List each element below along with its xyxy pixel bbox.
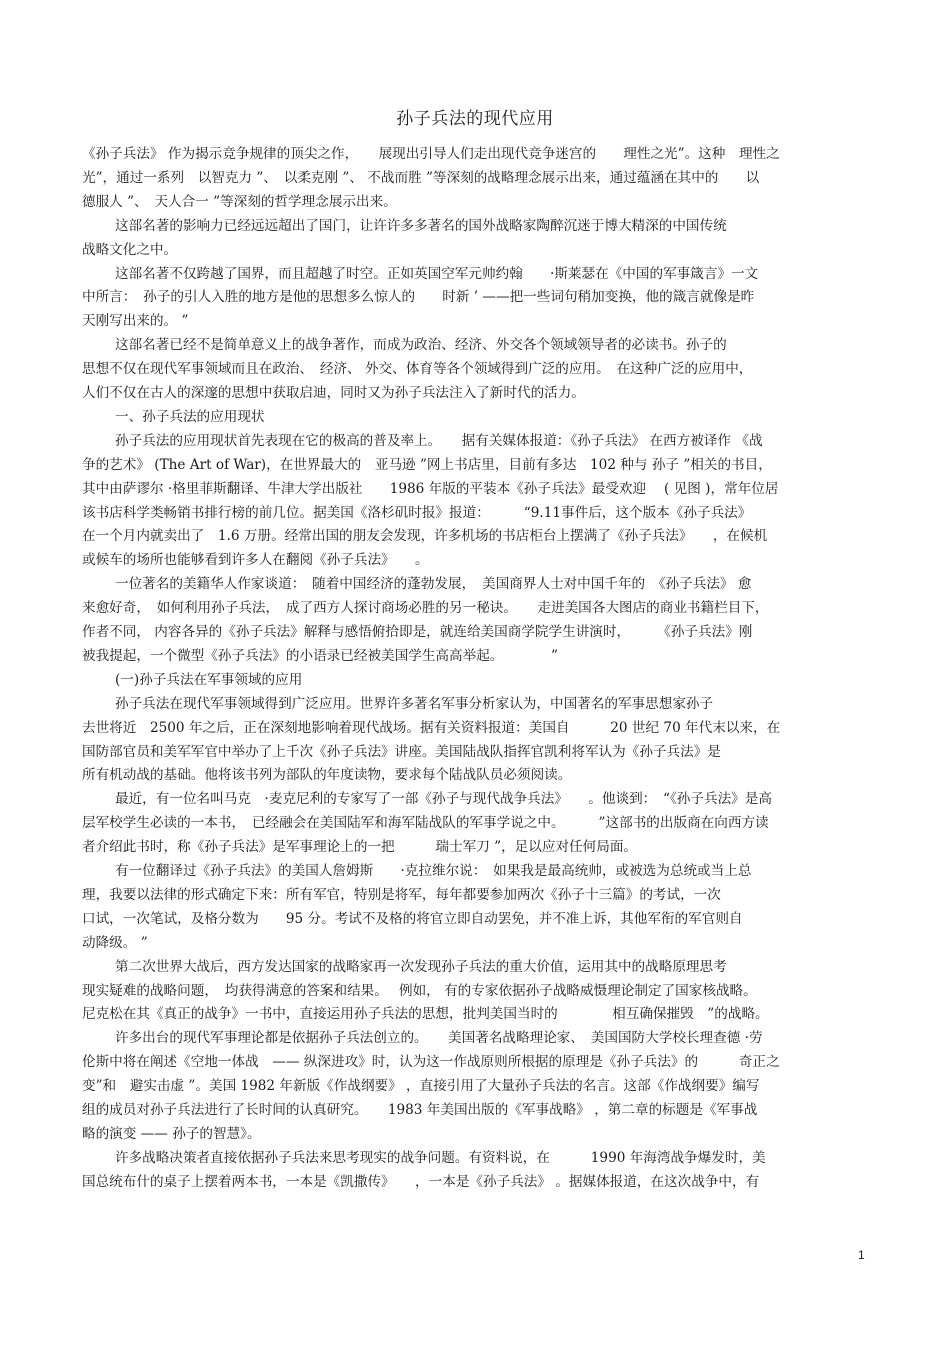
text-line: 第二次世界大战后，西方发达国家的战略家再一次发现孙子兵法的重大价值，运用其中的战略原理思考 [115, 958, 727, 975]
page-number: 1 [858, 1248, 865, 1262]
text-line: 争的艺术》 (The Art of War)，在世界最大的 亚马逊 ”网上书店里，目前有多达 102 种与 孙子 ”相关的书目， [82, 456, 772, 473]
text-line: (一)孙子兵法在军事领域的应用 [115, 671, 303, 688]
text-line: 人们不仅在古人的深邃的思想中获取启迪，同时又为孙子兵法注入了新时代的活力。 [82, 385, 585, 401]
text-line: 许多战略决策者直接依据孙子兵法来思考现实的战争问题。有资料说，在 1990 年海湾战争爆发时，美 [115, 1149, 766, 1166]
text-line: 思想不仅在现代军事领域而且在政治、 经济、 外交、体育等各个领域得到广泛的应用。 在这种广泛的应用中， [82, 361, 753, 378]
text-line: 层军校学生必读的一本书， 已经融会在美国陆军和海军陆战队的军事学说之中。 ”这部书的出版商在向西方读 [82, 815, 769, 832]
text-line: 天刚写出来的。 ” [82, 313, 189, 330]
document-title: 孙子兵法的现代应用 [396, 109, 554, 129]
text-line: 去世将近 2500 年之后，正在深刻地影响着现代战场。据有关资料报道：美国自 20 世纪 70 年代末以来，在 [82, 719, 781, 736]
text-line: 国总统布什的桌子上摆着两本书，一本是《凯撒传》 ，一本是《孙子兵法》 。据媒体报道，在这次战争中，有 [82, 1173, 760, 1190]
text-line: 其中由萨谬尔 ·格里菲斯翻译、牛津大学出版社 1986 年版的平装本《孙子兵法》最受欢迎 ( 见图 )，常年位居 [82, 480, 779, 497]
text-line: 孙子兵法在现代军事领域得到广泛应用。世界许多著名军事分析家认为，中国著名的军事思想家孙子 [115, 695, 714, 712]
text-line: 略的演变 —— 孙子的智慧》。 [82, 1125, 261, 1142]
text-line: 伦斯中将在阐述《空地一体战 —— 纵深进攻》时，认为这一作战原则所根据的原理是《孙子兵法》的 奇正之 [82, 1054, 780, 1071]
text-line: 一位著名的美籍华人作家谈道： 随着中国经济的蓬勃发展， 美国商界人士对中国千年的 《孙子兵法》 愈 [115, 576, 752, 593]
text-line: 该书店科学类畅销书排行榜的前几位。据美国《洛杉矶时报》报道： “9.11事件后，这个版本《孙子兵法》 [82, 504, 752, 521]
text-line: 孙子兵法的应用现状首先表现在它的极高的普及率上。 据有关媒体报道：《孙子兵法》 在西方被译作 《战 [115, 432, 763, 449]
text-line: 现实疑难的战略问题， 均获得满意的答案和结果。 例如， 有的专家依据孙子战略威慑理论制定了国家核战略。 [82, 982, 757, 999]
text-line: 这部名著的影响力已经远远超出了国门，让许许多多著名的国外战略家陶醉沉迷于博大精深的中国传统 [115, 217, 727, 234]
text-line: 被我提起，一个微型《孙子兵法》的小语录已经被美国学生高高举起。 ” [82, 647, 558, 664]
text-line: 这部名著已经不是简单意义上的战争著作，而成为政治、经济、外交各个领域领导者的必读书。孙子的 [115, 337, 727, 354]
text-line: 这部名著不仅跨越了国界，而且超越了时空。正如英国空军元帅约翰 ·斯莱瑟在《中国的军事箴言》一文 [115, 265, 759, 282]
text-line: 动降级。 ” [82, 934, 148, 951]
text-line: 尼克松在其《真正的战争》一书中，直接运用孙子兵法的思想，批判美国当时的 相互确保摧毁 ”的战略。 [82, 1006, 769, 1023]
text-line: 来愈好奇， 如何利用孙子兵法， 成了西方人探讨商场必胜的另一秘诀。 走进美国各大图店的商业书籍栏目下， [82, 600, 769, 617]
text-line: 最近，有一位名叫马克 ·麦克尼利的专家写了一部《孙子与现代战争兵法》 。他谈到： “《孙子兵法》是高 [115, 791, 772, 808]
text-line: 一、孙子兵法的应用现状 [115, 408, 265, 425]
text-line: 《孙子兵法》 作为揭示竞争规律的顶尖之作， 展现出引导人们走出现代竞争迷宫的 理性之光”。这种 理性之 [82, 146, 780, 162]
text-line: 所有机动战的基础。他将该书列为部队的年度读物，要求每个陆战队员必须阅读。 [82, 767, 572, 784]
text-line: 口试，一次笔试，及格分数为 95 分。考试不及格的将官立即自动罢免，并不准上诉，其他军衔的军官则自 [82, 910, 743, 927]
text-line: 变”和 避实击虚 ”。美国 1982 年新版《作战纲要》 ，直接引用了大量孙子兵法的名言。这部《作战纲要》编写 [82, 1078, 760, 1095]
text-line: 或候车的场所也能够看到许多人在翻阅《孙子兵法》 。 [82, 552, 429, 569]
text-line: 战略文化之中。 [82, 241, 178, 258]
text-line: 有一位翻译过《孙子兵法》的美国人詹姆斯 ·克拉维尔说： 如果我是最高统帅，或被选为总统或当上总 [115, 863, 752, 879]
text-line: 组的成员对孙子兵法进行了长时间的认真研究。 1983 年美国出版的《军事战略》 ，第二章的标题是《军事战 [82, 1102, 758, 1118]
text-line: 中所言： 孙子的引人入胜的地方是他的思想多么惊人的 时新 ’ ——把一些词句稍加变换，他的箴言就像是昨 [82, 289, 755, 306]
text-line: 在一个月内就卖出了 1.6 万册。经常出国的朋友会发现，许多机场的书店柜台上摆满了《孙子兵法》 ，在候机 [82, 528, 768, 545]
text-line: 德服人 ”、 天人合一 ”等深刻的哲学理念展示出来。 [82, 193, 397, 210]
text-line: 者介绍此书时，称《孙子兵法》是军事理论上的一把 瑞士军刀 ”，足以应对任何局面。 [82, 839, 638, 856]
text-line: 理，我要以法律的形式确定下来：所有军官，特别是将军，每年都要参加两次《孙子十三篇》的考试，一次 [82, 886, 721, 903]
text-line: 国防部官员和美军军官中举办了上千次《孙子兵法》讲座。美国陆战队指挥官凯利将军认为《孙子兵法》是 [82, 743, 721, 760]
text-line: 作者不同， 内容各异的《孙子兵法》解释与感悟俯拾即是，就连给美国商学院学生讲演时， 《孙子兵法》刚 [82, 624, 753, 640]
text-line: 许多出台的现代军事理论都是依据孙子兵法创立的。 美国著名战略理论家、 美国国防大学校长理查德 ·劳 [115, 1030, 763, 1047]
text-line: 光”，通过一系列 以智克力 ”、 以柔克刚 ”、 不战而胜 ”等深刻的战略理念展示出来，通过蕴涵在其中的 以 [82, 169, 760, 186]
